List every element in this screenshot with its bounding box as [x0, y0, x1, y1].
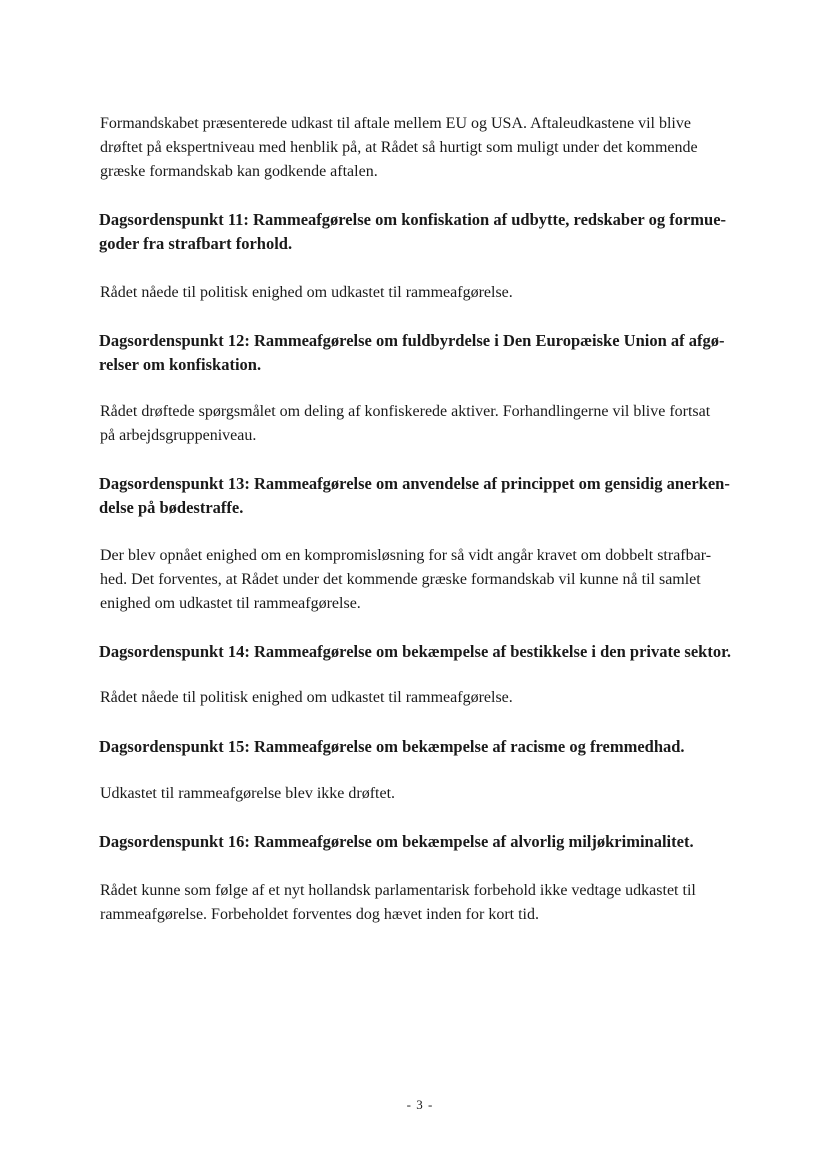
text-line: hed. Det forventes, at Rådet under det kommende græske formandskab vil kunne nå til samlet — [100, 571, 701, 588]
agenda-item-12-heading — [99, 329, 749, 377]
agenda-item-16-heading — [99, 830, 749, 854]
agenda-item-15-heading — [99, 735, 749, 759]
page-number: - 3 - — [406, 1097, 434, 1112]
agenda-item-14-body — [100, 686, 750, 710]
text-line: rammeafgørelse. Forbeholdet forventes dog hævet inden for kort tid. — [100, 906, 539, 923]
agenda-item-14-heading — [99, 640, 749, 664]
text-line: græske formandskab kan godkende aftalen. — [100, 163, 378, 180]
text-line: drøftet på ekspertniveau med henblik på, at Rådet så hurtigt som muligt under det kommende — [100, 139, 698, 156]
text-line: Rådet drøftede spørgsmålet om deling af konfiskerede aktiver. Forhandlingerne vil blive fortsat — [100, 403, 711, 420]
text-line: Der blev opnået enighed om en kompromisløsning for så vidt angår kravet om dobbelt strafbar- — [100, 547, 712, 564]
agenda-item-16-body — [100, 879, 750, 927]
agenda-item-12-body — [100, 400, 750, 448]
intro-paragraph — [100, 112, 750, 184]
agenda-item-13-heading — [99, 472, 749, 520]
text-line: Rådet kunne som følge af et nyt hollandsk parlamentarisk forbehold ikke vedtage udkastet til — [100, 882, 696, 899]
text-line: Formandskabet præsenterede udkast til aftale mellem EU og USA. Aftaleudkastene vil blive — [100, 115, 691, 132]
heading-line: goder fra strafbart forhold. — [99, 234, 293, 253]
heading-line: Dagsordenspunkt 16: Rammeafgørelse om bekæmpelse af alvorlig miljøkriminalitet. — [99, 832, 694, 851]
heading-line: Dagsordenspunkt 12: Rammeafgørelse om fuldbyrdelse i Den Europæiske Union af afgø- — [99, 331, 725, 350]
heading-line: Dagsordenspunkt 13: Rammeafgørelse om anvendelse af princippet om gensidig anerken- — [99, 474, 730, 493]
heading-line: delse på bødestraffe. — [99, 498, 244, 517]
text-line: Udkastet til rammeafgørelse blev ikke drøftet. — [100, 785, 396, 802]
text-line: på arbejdsgruppeniveau. — [100, 427, 257, 444]
agenda-item-11-heading — [99, 208, 749, 256]
agenda-item-13-body — [100, 544, 750, 616]
text-line: Rådet nåede til politisk enighed om udkastet til rammeafgørelse. — [100, 689, 513, 706]
text-line: Rådet nåede til politisk enighed om udkastet til rammeafgørelse. — [100, 284, 513, 301]
heading-line: Dagsordenspunkt 11: Rammeafgørelse om konfiskation af udbytte, redskaber og formue- — [99, 210, 727, 229]
text-line: enighed om udkastet til rammeafgørelse. — [100, 595, 361, 612]
agenda-item-15-body — [100, 782, 750, 806]
heading-line: Dagsordenspunkt 15: Rammeafgørelse om bekæmpelse af racisme og fremmedhad. — [99, 737, 685, 756]
heading-line: relser om konfiskation. — [99, 355, 262, 374]
heading-line: Dagsordenspunkt 14: Rammeafgørelse om bekæmpelse af bestikkelse i den private sektor. — [99, 642, 732, 661]
agenda-item-11-body — [100, 281, 750, 305]
